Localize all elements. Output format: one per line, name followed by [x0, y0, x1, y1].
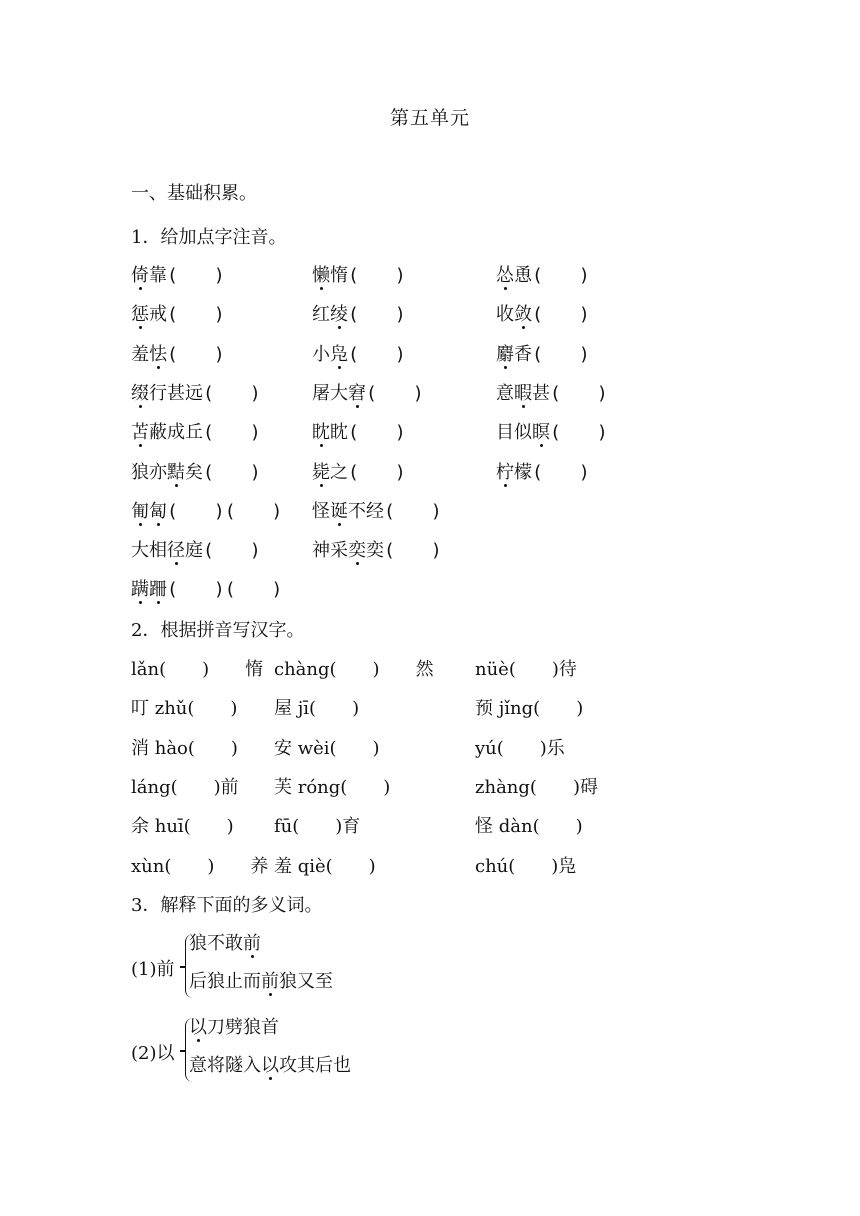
pinyin-item: [496, 461, 590, 485]
pinyin-item: [496, 343, 590, 367]
dotted-char: 怂: [496, 265, 514, 286]
dotted-char: 眈: [312, 422, 330, 444]
item-text: 刀劈狼首: [207, 1017, 279, 1038]
pinyin-write-item: xùn( ) 养: [131, 855, 269, 877]
example-sentence: [189, 1054, 351, 1078]
item-text: 红: [312, 304, 330, 326]
dotted-char: 前: [261, 971, 279, 992]
pinyin-write-item: zhàng( )碍: [475, 776, 598, 798]
answer-blank: ( ): [366, 382, 424, 404]
dotted-char: 跚: [149, 579, 167, 601]
item-text: 行甚远: [149, 382, 203, 404]
pinyin-write-item: láng( )前: [131, 776, 239, 798]
example-sentence: [189, 1016, 279, 1040]
question-3-heading: 3．解释下面的多义词。: [131, 895, 323, 916]
item-text: 檬: [514, 461, 532, 483]
dotted-char: 窘: [348, 382, 366, 404]
pinyin-item: [131, 343, 225, 367]
dotted-char: 凫: [330, 343, 348, 365]
item-text: 羞: [131, 343, 149, 365]
item-text: 香: [514, 343, 532, 365]
dotted-char: 前: [243, 933, 261, 954]
dotted-char: 柠: [496, 461, 514, 483]
dotted-char: 径: [167, 540, 185, 562]
dotted-char: 匐: [149, 500, 167, 522]
item-text: 之: [330, 461, 348, 483]
pinyin-write-item: yú( )乐: [475, 737, 565, 759]
answer-blank: ( ): [224, 500, 283, 522]
item-text: 庭: [185, 540, 203, 562]
dotted-char: 毙: [312, 461, 330, 483]
item-text: 戒: [149, 304, 167, 326]
answer-blank: ( ): [167, 579, 225, 601]
pinyin-item: [496, 382, 608, 406]
answer-blank: ( ): [167, 500, 225, 522]
pinyin-item: [312, 382, 424, 406]
pinyin-write-item: 余 huī( ): [131, 816, 234, 838]
pinyin-item: [312, 500, 442, 524]
item-text: 攻其后也: [279, 1055, 351, 1076]
answer-blank: ( ): [384, 540, 442, 562]
answer-blank: ( ): [348, 265, 406, 286]
item-text: 恿: [514, 265, 532, 286]
item-text: 意: [496, 382, 514, 404]
dotted-char: 怯: [149, 343, 167, 365]
answer-blank: ( ): [224, 579, 283, 601]
dotted-char: 苫: [131, 422, 149, 444]
item-text: 目似: [496, 422, 532, 444]
pinyin-item: [131, 421, 261, 445]
pinyin-item: [131, 500, 282, 524]
item-text: 甚: [532, 382, 550, 404]
pinyin-item: [312, 539, 442, 563]
pinyin-write-item: chàng( ) 然: [274, 659, 434, 680]
pinyin-item: [312, 421, 406, 445]
item-text: 不经: [348, 500, 384, 522]
item-text: 神采: [312, 540, 348, 562]
item-text: 大相: [131, 540, 167, 562]
item-text: 意将隧入: [189, 1055, 261, 1076]
pinyin-item: [312, 303, 406, 327]
answer-blank: ( ): [550, 422, 608, 444]
dotted-char: 黠: [167, 461, 185, 483]
example-sentence: [189, 970, 333, 994]
item-text: 蔽成丘: [149, 422, 203, 444]
dotted-char: 惩: [131, 304, 149, 326]
word-label: (1)前: [131, 959, 175, 980]
pinyin-write-item: 怪 dàn( ): [475, 816, 583, 838]
item-text: 怪: [312, 500, 330, 522]
dotted-char: 暇: [514, 382, 532, 404]
item-text: 狼不敢: [189, 933, 243, 954]
item-text: 惰: [330, 265, 348, 286]
item-text: 后狼止而: [189, 971, 261, 992]
item-text: 屠大: [312, 382, 348, 404]
dotted-char: 以: [261, 1055, 279, 1076]
dotted-char: 蹒: [131, 579, 149, 601]
pinyin-item: [312, 264, 406, 288]
pinyin-write-item: nüè( )待: [475, 659, 577, 680]
pinyin-write-item: 消 hào( ): [131, 737, 238, 759]
pinyin-write-item: 预 jǐng( ): [475, 698, 584, 720]
page-title: 第五单元: [389, 107, 470, 129]
pinyin-item: [131, 303, 225, 327]
pinyin-write-item: 屋 jī( ): [274, 698, 360, 720]
answer-blank: ( ): [167, 265, 225, 286]
dotted-char: 绫: [330, 304, 348, 326]
word-label: (2)以: [131, 1043, 175, 1064]
answer-blank: ( ): [203, 540, 261, 562]
dotted-char: 麝: [496, 343, 514, 365]
dotted-char: 敛: [514, 304, 532, 326]
pinyin-item: [131, 264, 225, 288]
pinyin-write-item: fū( )育: [274, 816, 361, 838]
answer-blank: ( ): [532, 343, 590, 365]
answer-blank: ( ): [348, 304, 406, 326]
answer-blank: ( ): [167, 304, 225, 326]
question-2-heading: 2．根据拼音写汉字。: [131, 620, 305, 641]
item-text: 狼又至: [279, 971, 333, 992]
answer-blank: ( ): [348, 343, 406, 365]
answer-blank: ( ): [532, 304, 590, 326]
answer-blank: ( ): [532, 265, 590, 286]
item-text: 小: [312, 343, 330, 365]
dotted-char: 以: [189, 1017, 207, 1038]
pinyin-item: [312, 343, 406, 367]
question-1-heading: 1．给加点字注音。: [131, 227, 287, 248]
item-text: 奕: [366, 540, 384, 562]
pinyin-item: [496, 303, 590, 327]
pinyin-write-item: 安 wèi( ): [274, 737, 380, 759]
answer-blank: ( ): [532, 461, 590, 483]
pinyin-item: [131, 461, 261, 485]
dotted-char: 倚: [131, 265, 149, 286]
pinyin-write-item: chú( )凫: [475, 855, 577, 877]
item-text: 眈: [330, 422, 348, 444]
item-text: 狼亦: [131, 461, 167, 483]
dotted-char: 缀: [131, 382, 149, 404]
pinyin-item: [131, 539, 261, 563]
pinyin-write-item: 羞 qiè( ): [274, 855, 376, 877]
dotted-char: 奕: [348, 540, 366, 562]
answer-blank: ( ): [203, 461, 261, 483]
pinyin-write-item: 芙 róng( ): [274, 776, 391, 798]
pinyin-item: [496, 264, 590, 288]
section-heading: 一、基础积累。: [131, 183, 257, 204]
answer-blank: ( ): [550, 382, 608, 404]
pinyin-item: [131, 382, 261, 406]
answer-blank: ( ): [348, 461, 406, 483]
pinyin-item: [312, 461, 406, 485]
pinyin-item: [496, 421, 608, 445]
example-sentence: [189, 932, 261, 956]
answer-blank: ( ): [203, 422, 261, 444]
item-text: 矣: [185, 461, 203, 483]
dotted-char: 懒: [312, 265, 330, 286]
dotted-char: 诞: [330, 500, 348, 522]
answer-blank: ( ): [348, 422, 406, 444]
answer-blank: ( ): [167, 343, 225, 365]
pinyin-item: [131, 578, 282, 602]
pinyin-write-item: lǎn( ) 惰: [131, 659, 264, 680]
item-text: 收: [496, 304, 514, 326]
answer-blank: ( ): [384, 500, 442, 522]
dotted-char: 瞑: [532, 422, 550, 444]
pinyin-write-item: 叮 zhǔ( ): [131, 698, 238, 720]
dotted-char: 匍: [131, 500, 149, 522]
answer-blank: ( ): [203, 382, 261, 404]
item-text: 靠: [149, 265, 167, 286]
